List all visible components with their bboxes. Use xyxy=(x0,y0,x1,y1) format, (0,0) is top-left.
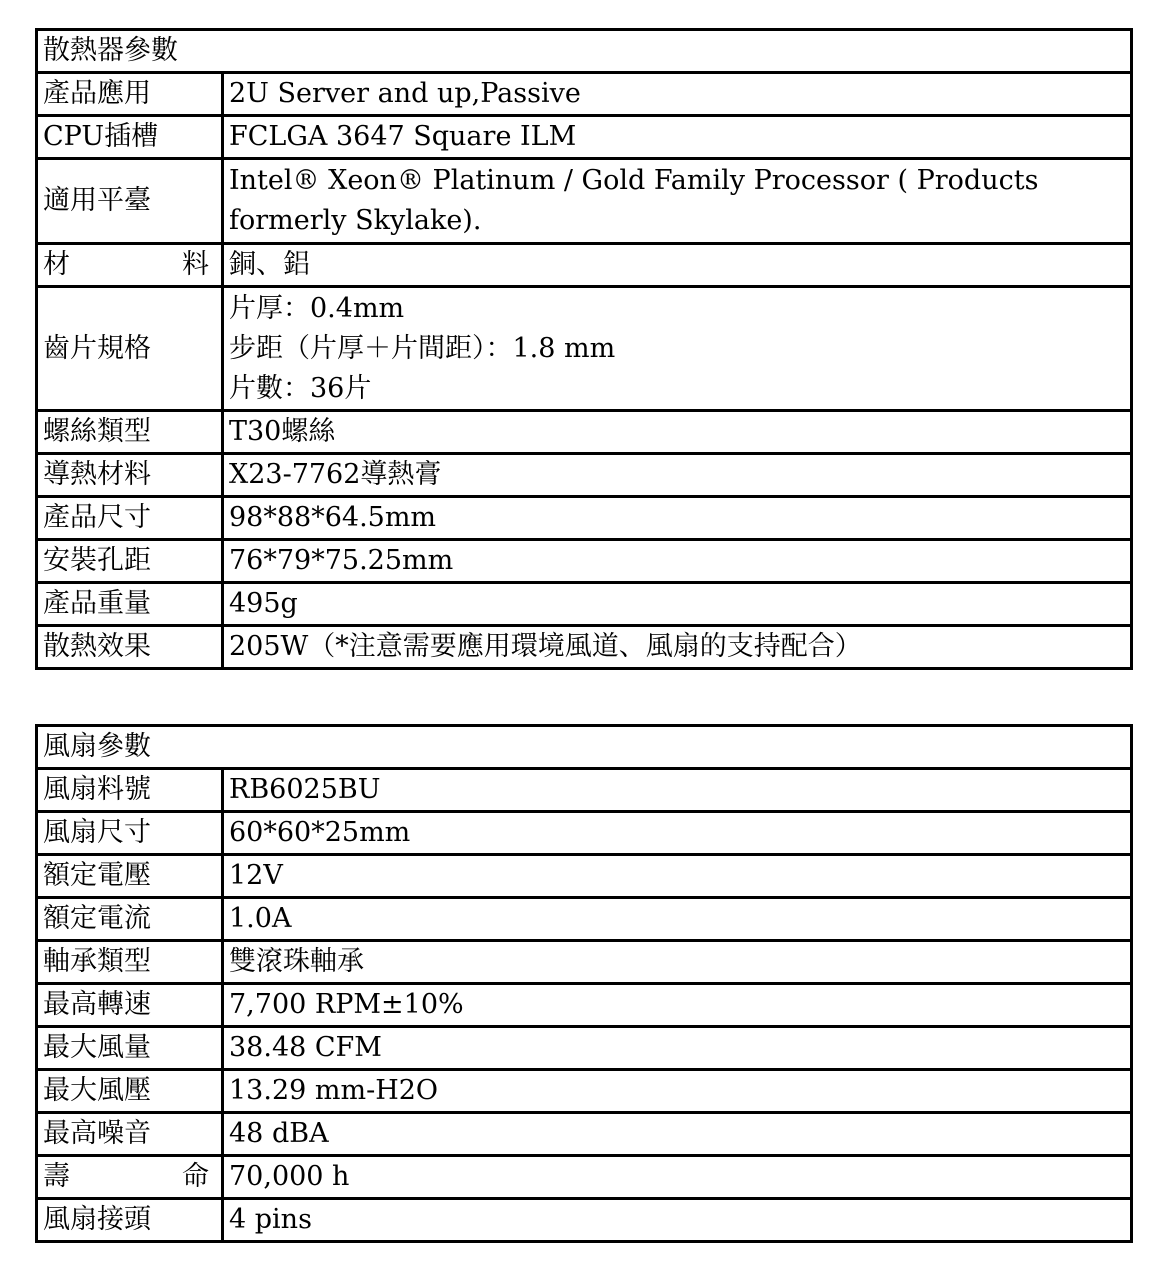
row-value: 98*88*64.5mm xyxy=(223,497,1132,540)
table-row xyxy=(37,73,1132,116)
row-value xyxy=(223,287,1132,411)
heatsink-table-title: 散熱器參數 xyxy=(37,30,1132,73)
fan-table-title: 風扇參數 xyxy=(37,726,1132,769)
row-value: 70,000 h xyxy=(223,1156,1132,1199)
row-label: 額定電流 xyxy=(37,898,223,941)
row-label: 風扇接頭 xyxy=(37,1199,223,1242)
row-value: RB6025BU xyxy=(223,769,1132,812)
value-line: 片厚：0.4mm xyxy=(229,292,405,324)
row-label: 螺絲類型 xyxy=(37,411,223,454)
table-row xyxy=(37,769,1132,812)
row-label: 產品尺寸 xyxy=(37,497,223,540)
row-value: 205W（*注意需要應用環境風道、風扇的支持配合） xyxy=(223,626,1132,669)
row-label: 最高噪音 xyxy=(37,1113,223,1156)
row-value: 76*79*75.25mm xyxy=(223,540,1132,583)
row-value: 13.29 mm-H2O xyxy=(223,1070,1132,1113)
row-label: 散熱效果 xyxy=(37,626,223,669)
table-row xyxy=(37,1070,1132,1113)
row-label: 導熱材料 xyxy=(37,454,223,497)
row-value: 2U Server and up,Passive xyxy=(223,73,1132,116)
table-row xyxy=(37,812,1132,855)
row-label-part: 料 xyxy=(182,249,209,280)
row-value: 12V xyxy=(223,855,1132,898)
value-line: formerly Skylake). xyxy=(229,205,482,236)
table-row xyxy=(37,583,1132,626)
row-value xyxy=(223,159,1132,244)
table-row xyxy=(37,540,1132,583)
row-value: 4 pins xyxy=(223,1199,1132,1242)
value-line: Intel® Xeon® Platinum / Gold Family Processor ( Products xyxy=(229,165,1039,196)
row-label: 最大風量 xyxy=(37,1027,223,1070)
row-label: 產品重量 xyxy=(37,583,223,626)
row-label: CPU插槽 xyxy=(37,116,223,159)
fan-spec-table xyxy=(35,724,1133,1243)
table-row xyxy=(37,855,1132,898)
table-row xyxy=(37,941,1132,984)
row-value: 38.48 CFM xyxy=(223,1027,1132,1070)
row-label xyxy=(37,1156,223,1199)
row-label: 額定電壓 xyxy=(37,855,223,898)
row-value: T30螺絲 xyxy=(223,411,1132,454)
table-row xyxy=(37,1199,1132,1242)
row-value: 495g xyxy=(223,583,1132,626)
row-value: 60*60*25mm xyxy=(223,812,1132,855)
row-label: 安裝孔距 xyxy=(37,540,223,583)
table-row xyxy=(37,244,1132,287)
table-row xyxy=(37,898,1132,941)
row-label-part: 壽 xyxy=(43,1161,70,1192)
row-label: 最高轉速 xyxy=(37,984,223,1027)
row-label xyxy=(37,244,223,287)
row-label: 風扇料號 xyxy=(37,769,223,812)
table-row xyxy=(37,626,1132,669)
table-row xyxy=(37,116,1132,159)
row-label: 齒片規格 xyxy=(37,287,223,411)
row-value: 1.0A xyxy=(223,898,1132,941)
row-label: 風扇尺寸 xyxy=(37,812,223,855)
table-header-row xyxy=(37,726,1132,769)
row-value: FCLGA 3647 Square ILM xyxy=(223,116,1132,159)
row-label-part: 材 xyxy=(43,249,70,280)
value-line: 步距（片厚＋片間距）：1.8 mm xyxy=(229,332,616,364)
row-label-part: 命 xyxy=(182,1161,209,1192)
row-label: 產品應用 xyxy=(37,73,223,116)
table-row xyxy=(37,984,1132,1027)
row-value: 銅、鋁 xyxy=(223,244,1132,287)
table-row xyxy=(37,454,1132,497)
row-value: 48 dBA xyxy=(223,1113,1132,1156)
row-label: 軸承類型 xyxy=(37,941,223,984)
row-label: 最大風壓 xyxy=(37,1070,223,1113)
table-row xyxy=(37,411,1132,454)
table-row xyxy=(37,1156,1132,1199)
table-row xyxy=(37,497,1132,540)
heatsink-spec-table xyxy=(35,28,1133,670)
row-value: 7,700 RPM±10% xyxy=(223,984,1132,1027)
table-row xyxy=(37,1027,1132,1070)
value-line: 片數：36片 xyxy=(229,372,372,404)
table-row xyxy=(37,1113,1132,1156)
row-value: 雙滾珠軸承 xyxy=(223,941,1132,984)
row-value: X23-7762導熱膏 xyxy=(223,454,1132,497)
row-label: 適用平臺 xyxy=(37,159,223,244)
table-header-row xyxy=(37,30,1132,73)
table-row xyxy=(37,287,1132,411)
table-row xyxy=(37,159,1132,244)
